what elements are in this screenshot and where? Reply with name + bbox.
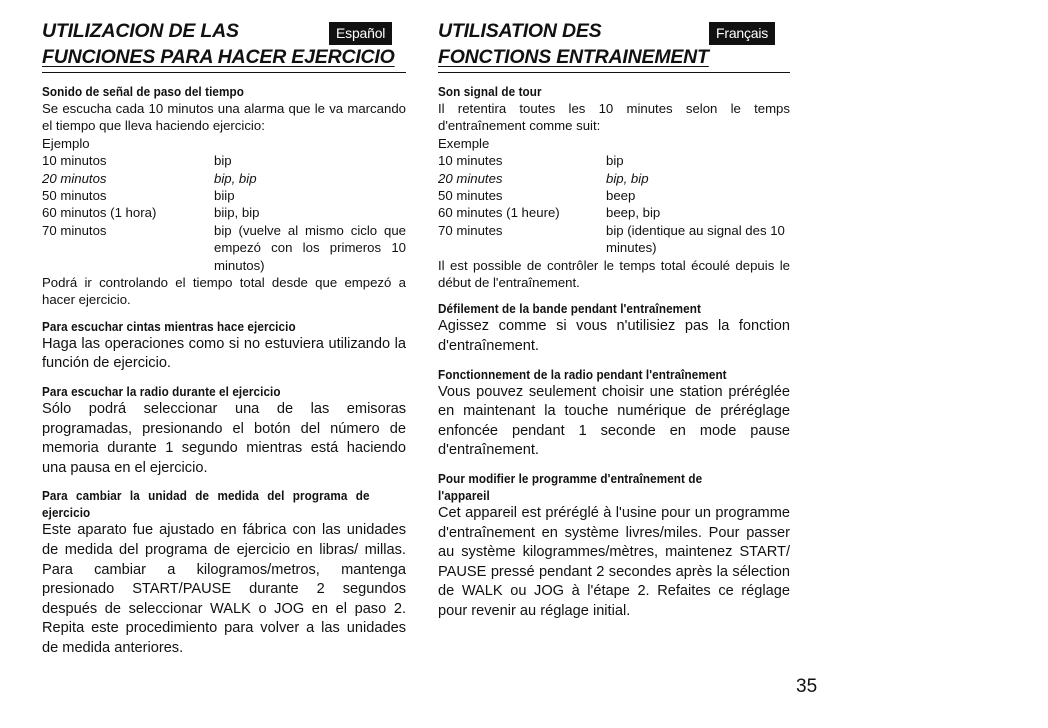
spanish-column: [42, 18, 406, 659]
example-time: 70 minutes: [438, 222, 503, 238]
title-rule: [438, 72, 790, 73]
example-row: [42, 170, 406, 187]
section-heading: Fonctionnement de la radio pendant l'entraînement: [438, 366, 727, 382]
section-lap-signal: [438, 83, 790, 291]
language-badge: Español: [329, 22, 392, 45]
example-row: [42, 187, 406, 204]
example-sound: beep: [606, 188, 636, 204]
example-sound: biip: [214, 188, 235, 204]
section-time-signal: [42, 83, 406, 309]
section-radio: [438, 366, 790, 461]
example-row: [42, 222, 406, 274]
example-time: 20 minutes: [438, 170, 503, 186]
language-badge: Français: [709, 22, 775, 45]
example-sound: bip, bip: [606, 170, 649, 186]
section-units: [42, 487, 406, 658]
section-body: Agissez comme si vous n'utilisiez pas la fonction d'entraînement.: [438, 318, 790, 355]
section-heading: Sonido de señal de paso del tiempo: [42, 84, 245, 99]
example-sound: bip: [214, 153, 232, 169]
title-line-2: FONCTIONS ENTRAINEMENT: [438, 46, 709, 68]
example-label: Ejemplo: [42, 135, 90, 151]
example-row: [438, 152, 790, 169]
example-row: [42, 152, 406, 169]
section-heading: Défilement de la bande pendant l'entraînement: [438, 301, 701, 317]
example-sound: bip, bip: [214, 170, 257, 186]
title-text: UTILIZACION DE LAS: [42, 20, 239, 42]
example-row: [438, 170, 790, 187]
section-heading: Pour modifier le programme d'entraînement de l'appareil: [438, 471, 703, 504]
example-time: 50 minutes: [438, 188, 503, 204]
french-column: [438, 18, 790, 622]
section-heading: Para escuchar la radio durante el ejercicio: [42, 384, 281, 400]
title-text: UTILISATION DES: [438, 20, 602, 42]
section-body: Haga las operaciones como si no estuviera utilizando la función de ejercicio.: [42, 335, 406, 372]
example-row: [438, 204, 790, 221]
example-sound: bip: [606, 153, 624, 169]
title-line-1: [42, 18, 406, 44]
example-time: 10 minutos: [42, 153, 107, 169]
example-time: 20 minutos: [42, 170, 107, 186]
section-body: Este aparato fue ajustado en fábrica con las unidades de medida del programa de ejercicio en libras/ millas. Para cambiar a kilogramos/metros, mantenga presionado START/PAUSE durante 2 segundos después de seleccionar WALK o JOG en el paso 2. Repita este procedimiento para volver a las unidades de medida anteriores.: [42, 522, 406, 656]
section-after: Il est possible de contrôler le temps total écoulé depuis le début de l'entraînement.: [438, 257, 790, 291]
example-sound: beep, bip: [606, 205, 661, 221]
section-intro: Se escucha cada 10 minutos una alarma que le va marcando el tiempo que lleva haciendo ejercicio:: [42, 101, 406, 134]
title-rule: [42, 72, 406, 73]
example-table: [42, 152, 406, 274]
example-row: [438, 187, 790, 204]
title-line-2: FUNCIONES PARA HACER EJERCICIO: [42, 46, 395, 68]
example-table: [438, 152, 790, 256]
example-time: 50 minutos: [42, 188, 107, 204]
example-label: Exemple: [438, 135, 490, 151]
section-after: Podrá ir controlando el tiempo total desde que empezó a hacer ejercicio.: [42, 275, 406, 308]
section-intro: Il retentira toutes les 10 minutes selon le temps d'entraînement comme suit:: [438, 101, 790, 134]
example-time: 60 minutos (1 hora): [42, 205, 157, 221]
section-heading: Son signal de tour: [438, 84, 542, 99]
example-time: 70 minutos: [42, 222, 107, 238]
example-time: 60 minutes (1 heure): [438, 205, 560, 221]
title-line-1: [438, 18, 790, 44]
example-sound: bip (vuelve al mismo ciclo que empezó con los primeros 10 minutos): [214, 222, 406, 273]
section-heading: Para cambiar la unidad de medida del programa de ejercicio: [42, 488, 370, 521]
section-radio: [42, 383, 406, 478]
example-row: [42, 204, 406, 221]
example-row: [438, 222, 790, 257]
section-body: Sólo podrá seleccionar una de las emisoras programadas, presionando el botón del número de memoria durante 1 segundo mientras está haciendo una pausa en el ejercicio.: [42, 401, 406, 476]
section-tapes: [42, 318, 406, 374]
section-tape: [438, 300, 790, 356]
example-time: 10 minutes: [438, 153, 503, 169]
example-sound: biip, bip: [214, 205, 260, 221]
section-body: Cet appareil est préréglé à l'usine pour un programme d'entraînement en système livres/miles. Pour passer au système kilogrammes/mètres, maintenez START/ PAUSE pressé pendant 2 secondes après la sélection de WALK ou JOG à l'étape 2. Refaites ce réglage pour revenir au réglage initial.: [438, 505, 790, 619]
section-body: Vous pouvez seulement choisir une station préréglée en maintenant la touche numérique de préréglage enfoncée pendant 1 seconde en mode pause d'entraînement.: [438, 383, 790, 459]
section-program: [438, 470, 790, 622]
example-sound: bip (identique au signal des 10 minutes): [606, 222, 785, 256]
page-number: 35: [796, 676, 818, 697]
section-heading: Para escuchar cintas mientras hace ejercicio: [42, 318, 296, 334]
